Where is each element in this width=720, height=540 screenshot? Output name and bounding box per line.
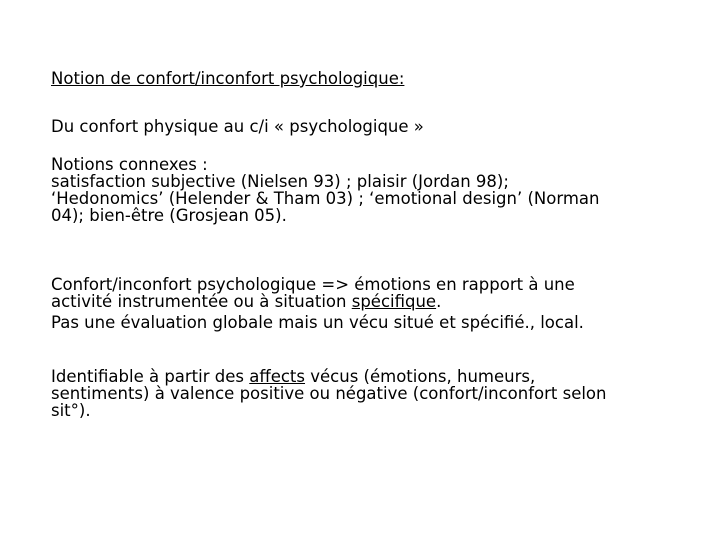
- specifique-underlined: spécifique: [351, 292, 437, 311]
- confort-line-2-end: .: [436, 292, 442, 311]
- notions-line-1: satisfaction subjective (Nielsen 93) ; plaisir (Jordan 98);: [51, 172, 509, 191]
- confort-paragraph: [51, 276, 691, 331]
- affects-underlined: affects: [249, 367, 306, 386]
- ident-line-1: [51, 368, 691, 385]
- ident-line-2: sentiments) à valence positive ou négative (confort/inconfort selon: [51, 384, 607, 403]
- identifiable-paragraph: [51, 368, 691, 419]
- ident-line-3: sit°).: [51, 401, 91, 420]
- notions-line-2: ‘Hedonomics’ (Helender & Tham 03) ; ‘emotional design’ (Norman: [51, 189, 600, 208]
- notions-line-3: 04); bien-être (Grosjean 05).: [51, 206, 287, 225]
- intro-text: Du confort physique au c/i « psychologique »: [51, 117, 424, 136]
- confort-line-3: Pas une évaluation globale mais un vécu situé et spécifié., local.: [51, 313, 584, 332]
- ident-line-1-end: vécus (émotions, humeurs,: [305, 367, 536, 386]
- confort-line-1: Confort/inconfort psychologique => émotions en rapport à une: [51, 275, 575, 294]
- confort-line-2: [51, 293, 691, 310]
- intro-paragraph: [51, 118, 691, 135]
- slide-title: [51, 70, 691, 87]
- confort-line-2-start: activité instrumentée ou à situation: [51, 292, 352, 311]
- notions-heading: Notions connexes :: [51, 155, 208, 174]
- notions-paragraph: [51, 156, 691, 224]
- title-text: Notion de confort/inconfort psychologique:: [51, 69, 405, 88]
- ident-line-1-start: Identifiable à partir des: [51, 367, 250, 386]
